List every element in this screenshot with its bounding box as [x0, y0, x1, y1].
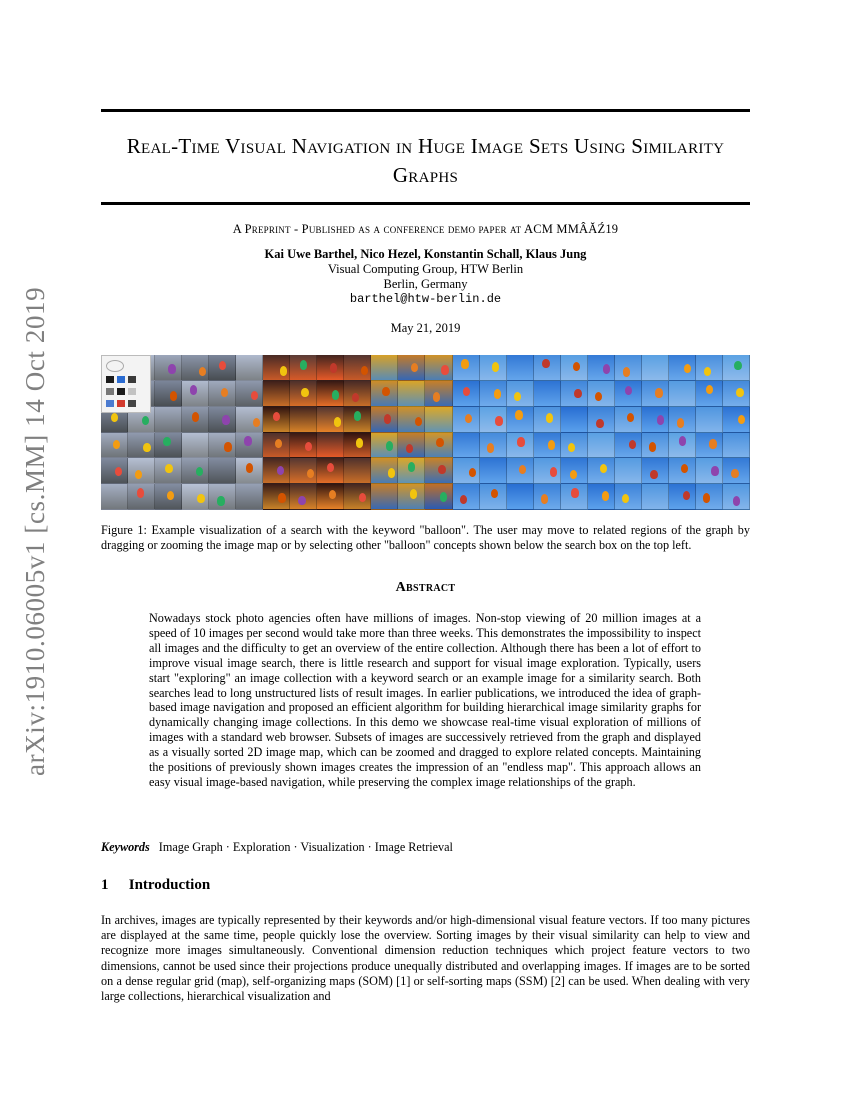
image-map-tile[interactable] — [155, 458, 182, 484]
balloon-icon — [386, 441, 393, 450]
balloon-icon — [384, 414, 391, 423]
balloon-icon — [275, 439, 282, 448]
balloon-icon — [246, 463, 253, 472]
image-map-tile[interactable] — [480, 484, 507, 510]
author-location: Berlin, Germany — [383, 277, 468, 291]
image-map-tile[interactable] — [696, 433, 723, 459]
image-map-tile[interactable] — [723, 381, 750, 407]
balloon-icon — [734, 361, 741, 370]
balloon-icon — [352, 393, 359, 402]
balloon-icon — [411, 363, 418, 372]
image-map-tile[interactable] — [182, 484, 209, 510]
abstract-heading: Abstract — [395, 580, 456, 595]
image-map-tile[interactable] — [263, 458, 290, 484]
balloon-icon — [627, 413, 634, 422]
concept-thumb — [128, 400, 136, 407]
balloon-icon — [709, 439, 716, 448]
balloon-icon — [491, 489, 498, 498]
balloon-icon — [217, 496, 224, 505]
image-map-tile[interactable] — [425, 458, 452, 484]
image-map-tile[interactable] — [398, 381, 425, 407]
image-map-tile[interactable] — [209, 381, 236, 407]
balloon-icon — [111, 413, 118, 422]
balloon-icon — [135, 470, 142, 479]
image-map-tile[interactable] — [155, 381, 182, 407]
image-map-tile[interactable] — [642, 407, 669, 433]
balloon-icon — [224, 442, 231, 451]
keywords-line — [101, 840, 750, 855]
balloon-icon — [542, 359, 549, 368]
image-map-tile[interactable] — [317, 484, 344, 510]
balloon-image-map[interactable] — [101, 355, 750, 510]
image-map-tile[interactable] — [371, 381, 398, 407]
image-map-tile[interactable] — [344, 484, 371, 510]
balloon-icon — [622, 494, 629, 503]
image-map-tile[interactable] — [425, 381, 452, 407]
image-map-tile[interactable] — [263, 433, 290, 459]
balloon-icon — [738, 415, 745, 424]
image-map-tile[interactable] — [344, 355, 371, 381]
balloon-icon — [546, 413, 553, 422]
image-map-tile[interactable] — [263, 381, 290, 407]
image-map-tile[interactable] — [723, 458, 750, 484]
balloon-icon — [415, 417, 422, 426]
balloon-icon — [382, 387, 389, 396]
image-map-tile[interactable] — [371, 407, 398, 433]
image-map-tile[interactable] — [344, 458, 371, 484]
concept-thumb — [106, 400, 114, 407]
image-map-tile[interactable] — [398, 433, 425, 459]
image-map-tile[interactable] — [453, 355, 480, 381]
image-map-tile[interactable] — [101, 433, 128, 459]
balloon-icon — [515, 410, 522, 419]
image-map-tile[interactable] — [669, 355, 696, 381]
image-map-tile[interactable] — [236, 381, 263, 407]
image-map-tile[interactable] — [371, 484, 398, 510]
balloon-icon — [190, 385, 197, 394]
image-map-tile[interactable] — [182, 407, 209, 433]
image-map-tile[interactable] — [615, 433, 642, 459]
balloon-icon — [301, 388, 308, 397]
image-map-tile[interactable] — [236, 355, 263, 381]
image-map-tile[interactable] — [588, 458, 615, 484]
image-map-tile[interactable] — [155, 484, 182, 510]
concept-thumb — [117, 388, 125, 395]
image-map-tile[interactable] — [182, 355, 209, 381]
balloon-icon — [602, 491, 609, 500]
balloon-icon — [519, 465, 526, 474]
keywords-text: Image Graph · Exploration · Visualization · Image Retrieval — [158, 840, 453, 854]
balloon-icon — [683, 491, 690, 500]
balloon-icon — [143, 443, 150, 452]
balloon-icon — [277, 466, 284, 475]
image-map-tile[interactable] — [101, 458, 128, 484]
image-map-tile[interactable] — [642, 355, 669, 381]
balloon-icon — [137, 488, 144, 497]
image-map-tile[interactable] — [561, 381, 588, 407]
balloon-icon — [495, 416, 502, 425]
balloon-icon — [356, 438, 363, 447]
paper-date: May 21, 2019 — [390, 321, 461, 335]
balloon-icon — [244, 436, 251, 445]
image-map-tile[interactable] — [371, 433, 398, 459]
image-map-tile[interactable] — [371, 458, 398, 484]
balloon-icon — [327, 463, 334, 472]
paper-title: Real-Time Visual Navigation in Huge Image Sets Using Similarity Graphs — [126, 134, 725, 187]
image-map-tile[interactable] — [642, 381, 669, 407]
image-map-tile[interactable] — [236, 484, 263, 510]
image-map-tile[interactable] — [290, 458, 317, 484]
balloon-icon — [253, 418, 260, 427]
image-map-tile[interactable] — [615, 458, 642, 484]
balloon-icon — [332, 390, 339, 399]
balloon-icon — [595, 392, 602, 401]
image-map-tile[interactable] — [344, 407, 371, 433]
image-map-tile[interactable] — [561, 458, 588, 484]
concept-thumb — [106, 376, 114, 383]
image-map-tile[interactable] — [669, 381, 696, 407]
introduction-text: In archives, images are typically represented by their keywords and/or high-dimensional visual feature vectors. If too many pictures are displayed at the same time, people quickly lose the overview. Sorting images by their visual similarity can help to view and recognize more images simultaneously. Conventional dimension reduction techniques which project feature vectors to two dimensions, cannot be used since their projections produce unequally distributed and overlapping images. If images are to be sorted on a dense regular grid (map), self-organizing maps (SOM) [1] or self-sorting maps (SSM) [2] can be used. When dealing with very large collections, hierarchical visualization and — [101, 913, 750, 1004]
image-map-tile[interactable] — [669, 407, 696, 433]
image-map-tile[interactable] — [561, 407, 588, 433]
balloon-icon — [278, 493, 285, 502]
image-map-tile[interactable] — [290, 484, 317, 510]
image-map-tile[interactable] — [723, 355, 750, 381]
image-map-tile[interactable] — [155, 355, 182, 381]
balloon-icon — [354, 411, 361, 420]
image-map-tile[interactable] — [317, 458, 344, 484]
balloon-icon — [280, 366, 287, 375]
image-map-tile[interactable] — [425, 433, 452, 459]
image-map-tile[interactable] — [561, 484, 588, 510]
balloon-icon — [600, 464, 607, 473]
image-map-tile[interactable] — [669, 484, 696, 510]
image-map-tile[interactable] — [155, 433, 182, 459]
image-map-tile[interactable] — [669, 433, 696, 459]
image-map-tile[interactable] — [209, 407, 236, 433]
image-map-tile[interactable] — [182, 433, 209, 459]
balloon-icon — [681, 464, 688, 473]
image-map-tile[interactable] — [344, 381, 371, 407]
image-map-tile[interactable] — [534, 407, 561, 433]
balloon-icon — [197, 494, 204, 503]
image-map-tile[interactable] — [128, 433, 155, 459]
image-map-tile[interactable] — [398, 407, 425, 433]
balloon-icon — [487, 443, 494, 452]
image-map-tile[interactable] — [534, 433, 561, 459]
image-map-tile[interactable] — [398, 458, 425, 484]
title-rule-top — [101, 109, 750, 112]
image-map-tile[interactable] — [534, 355, 561, 381]
balloon-icon — [168, 364, 175, 373]
balloon-icon — [657, 415, 664, 424]
image-map-tile[interactable] — [723, 433, 750, 459]
image-map-tile[interactable] — [561, 355, 588, 381]
image-map-tile[interactable] — [696, 458, 723, 484]
balloon-icon — [440, 492, 447, 501]
balloon-icon — [298, 496, 305, 505]
image-map-tile[interactable] — [128, 484, 155, 510]
image-map-tile[interactable] — [236, 407, 263, 433]
balloon-icon — [517, 437, 524, 446]
concept-thumb — [128, 388, 136, 395]
balloon-icon — [704, 367, 711, 376]
balloon-icon — [625, 386, 632, 395]
image-map-tile[interactable] — [588, 407, 615, 433]
balloon-icon — [305, 442, 312, 451]
balloon-icon — [436, 438, 443, 447]
balloon-icon — [167, 491, 174, 500]
figure-caption: Figure 1: Example visualization of a search with the keyword "balloon". The user may move to related regions of the graph by dragging or zooming the image map or by selecting other "balloon" concepts shown below the search box on the top left. — [101, 523, 750, 552]
balloon-icon — [441, 365, 448, 374]
image-map-tile[interactable] — [723, 407, 750, 433]
balloon-icon — [329, 490, 336, 499]
image-map-tile[interactable] — [696, 355, 723, 381]
image-map-tile[interactable] — [615, 381, 642, 407]
image-map-tile[interactable] — [209, 484, 236, 510]
balloon-icon — [568, 443, 575, 452]
image-map-tile[interactable] — [723, 484, 750, 510]
image-map-tile[interactable] — [534, 458, 561, 484]
balloon-icon — [408, 462, 415, 471]
image-map-tile[interactable] — [507, 458, 534, 484]
concept-thumb — [128, 376, 136, 383]
author-email: barthel@htw-berlin.de — [349, 292, 502, 306]
balloon-icon — [736, 388, 743, 397]
balloon-icon — [550, 467, 557, 476]
balloon-icon — [649, 442, 656, 451]
image-map-tile[interactable] — [588, 433, 615, 459]
image-map-tile[interactable] — [453, 484, 480, 510]
keywords-label: Keywords — [101, 840, 150, 854]
concept-thumb — [106, 388, 114, 395]
balloon-icon — [461, 359, 468, 368]
balloon-icon — [706, 385, 713, 394]
balloon-icon — [603, 364, 610, 373]
image-map-tile[interactable] — [453, 458, 480, 484]
image-map-tile[interactable] — [615, 484, 642, 510]
image-map-tile[interactable] — [290, 433, 317, 459]
image-map-tile[interactable] — [263, 407, 290, 433]
image-map-tile[interactable] — [425, 355, 452, 381]
balloon-icon — [222, 415, 229, 424]
abstract-text: Nowadays stock photo agencies often have millions of images. Non-stop viewing of 20 million images at a speed of 10 images per second would take more than three weeks. This demonstrates the impossibility to inspect all images and the difficulty to get an overview of the entire collection. Although there has been a lot of effort to improve visual image search, there is little research and support for visual image exploration. Typically, users start "exploring" an image collection with a keyword search or an example image for a similarity search. Both searches lead to long unstructured lists of result images. In earlier publications, we introduced the idea of graph-based image navigation and proposed an efficient algorithm for building hierarchical image similarity graphs for dynamically changing image collections. In this demo we showcase real-time visual exploration of millions of images with a standard web browser. Subsets of images are successively retrieved from the graph and displayed as a visually sorted 2D image map, which can be zoomed and dragged to explore related concepts. Maintaining the positions of previously shown images creates the impression of an "endless map". This approach allows an easy visual image-based navigation, while preserving the complex image relationships of the graph. — [149, 611, 701, 789]
balloon-icon — [113, 440, 120, 449]
image-map-tile[interactable] — [398, 355, 425, 381]
image-map-tile[interactable] — [398, 484, 425, 510]
title-rule-bottom — [101, 202, 750, 205]
image-map-tile[interactable] — [480, 433, 507, 459]
image-map-tile[interactable] — [696, 407, 723, 433]
image-map-tile[interactable] — [507, 484, 534, 510]
image-map-tile[interactable] — [182, 458, 209, 484]
balloon-icon — [514, 392, 521, 401]
image-map-tile[interactable] — [236, 433, 263, 459]
balloon-icon — [679, 436, 686, 445]
image-map-tile[interactable] — [534, 381, 561, 407]
image-map-tile[interactable] — [263, 484, 290, 510]
balloon-icon — [221, 388, 228, 397]
balloon-icon — [469, 468, 476, 477]
image-map-tile[interactable] — [290, 407, 317, 433]
balloon-icon — [703, 493, 710, 502]
image-map-tile[interactable] — [696, 381, 723, 407]
image-map-tile[interactable] — [615, 407, 642, 433]
search-panel-thumbnail — [101, 355, 151, 413]
balloon-icon — [573, 362, 580, 371]
search-box-graphic — [106, 360, 124, 372]
balloon-icon — [273, 412, 280, 421]
image-map-tile[interactable] — [480, 355, 507, 381]
image-map-tile[interactable] — [317, 355, 344, 381]
balloon-icon — [494, 389, 501, 398]
balloon-icon — [460, 495, 467, 504]
image-map-tile[interactable] — [155, 407, 182, 433]
image-map-tile[interactable] — [588, 484, 615, 510]
balloon-icon — [465, 414, 472, 423]
balloon-icon — [334, 417, 341, 426]
section-title: Introduction — [128, 877, 211, 893]
image-map-tile[interactable] — [534, 484, 561, 510]
image-map-tile[interactable] — [615, 355, 642, 381]
author-names: Kai Uwe Barthel, Nico Hezel, Konstantin Schall, Klaus Jung — [264, 247, 587, 261]
balloon-icon — [359, 493, 366, 502]
image-map-tile[interactable] — [696, 484, 723, 510]
image-map-tile[interactable] — [642, 484, 669, 510]
image-map-tile[interactable] — [425, 407, 452, 433]
balloon-icon — [433, 392, 440, 401]
image-map-tile[interactable] — [507, 355, 534, 381]
preprint-line: A Preprint - Published as a conference demo paper at ACM MMÂĂŹ19 — [232, 222, 619, 236]
balloon-icon — [192, 412, 199, 421]
balloon-icon — [548, 440, 555, 449]
image-map-tile[interactable] — [588, 355, 615, 381]
balloon-icon — [142, 416, 149, 425]
author-affiliation: Visual Computing Group, HTW Berlin — [327, 262, 524, 276]
balloon-icon — [163, 437, 170, 446]
balloon-icon — [463, 387, 470, 396]
balloon-icon — [731, 469, 738, 478]
image-map-tile[interactable] — [507, 381, 534, 407]
image-map-tile[interactable] — [209, 433, 236, 459]
balloon-icon — [711, 466, 718, 475]
balloon-icon — [300, 360, 307, 369]
image-map-tile[interactable] — [209, 458, 236, 484]
balloon-icon — [541, 494, 548, 503]
image-map-tile[interactable] — [101, 484, 128, 510]
balloon-icon — [406, 444, 413, 453]
image-map-tile[interactable] — [209, 355, 236, 381]
balloon-icon — [219, 361, 226, 370]
balloon-icon — [570, 470, 577, 479]
image-map-tile[interactable] — [480, 458, 507, 484]
balloon-icon — [650, 470, 657, 479]
balloon-icon — [492, 362, 499, 371]
image-map-tile[interactable] — [182, 381, 209, 407]
image-map-tile[interactable] — [480, 381, 507, 407]
balloon-icon — [196, 467, 203, 476]
image-map-tile[interactable] — [263, 355, 290, 381]
balloon-icon — [115, 467, 122, 476]
balloon-icon — [571, 488, 578, 497]
author-block — [101, 247, 750, 307]
balloon-icon — [330, 363, 337, 372]
balloon-icon — [677, 418, 684, 427]
balloon-icon — [388, 468, 395, 477]
balloon-icon — [410, 489, 417, 498]
balloon-icon — [596, 419, 603, 428]
image-map-tile[interactable] — [317, 433, 344, 459]
image-map-tile[interactable] — [317, 407, 344, 433]
image-map-tile[interactable] — [371, 355, 398, 381]
balloon-icon — [307, 469, 314, 478]
balloon-icon — [251, 391, 258, 400]
balloon-icon — [684, 364, 691, 373]
image-map-tile[interactable] — [453, 381, 480, 407]
balloon-icon — [574, 389, 581, 398]
image-map-tile[interactable] — [642, 458, 669, 484]
image-map-tile[interactable] — [236, 458, 263, 484]
balloon-icon — [629, 440, 636, 449]
image-map-tile[interactable] — [290, 355, 317, 381]
concept-thumb — [117, 376, 125, 383]
balloon-icon — [199, 367, 206, 376]
image-map-tile[interactable] — [128, 458, 155, 484]
image-map-tile[interactable] — [317, 381, 344, 407]
image-map-tile[interactable] — [588, 381, 615, 407]
section-number: 1 — [101, 877, 109, 893]
image-map-tile[interactable] — [453, 407, 480, 433]
image-map-tile[interactable] — [561, 433, 588, 459]
image-map-tile[interactable] — [453, 433, 480, 459]
balloon-icon — [623, 367, 630, 376]
image-map-tile[interactable] — [507, 407, 534, 433]
concept-thumb — [117, 400, 125, 407]
image-map-tile[interactable] — [480, 407, 507, 433]
balloon-icon — [165, 464, 172, 473]
balloon-icon — [361, 366, 368, 375]
image-map-tile[interactable] — [344, 433, 371, 459]
image-map-tile[interactable] — [642, 433, 669, 459]
balloon-icon — [733, 496, 740, 505]
balloon-icon — [170, 391, 177, 400]
balloon-icon — [438, 465, 445, 474]
arxiv-stamp: arXiv:1910.06005v1 [cs.MM] 14 Oct 2019 — [20, 286, 50, 776]
balloon-icon — [655, 388, 662, 397]
image-map-tile[interactable] — [669, 458, 696, 484]
image-map-tile[interactable] — [425, 484, 452, 510]
image-map-tile[interactable] — [507, 433, 534, 459]
section-heading — [101, 877, 750, 894]
image-map-tile[interactable] — [290, 381, 317, 407]
